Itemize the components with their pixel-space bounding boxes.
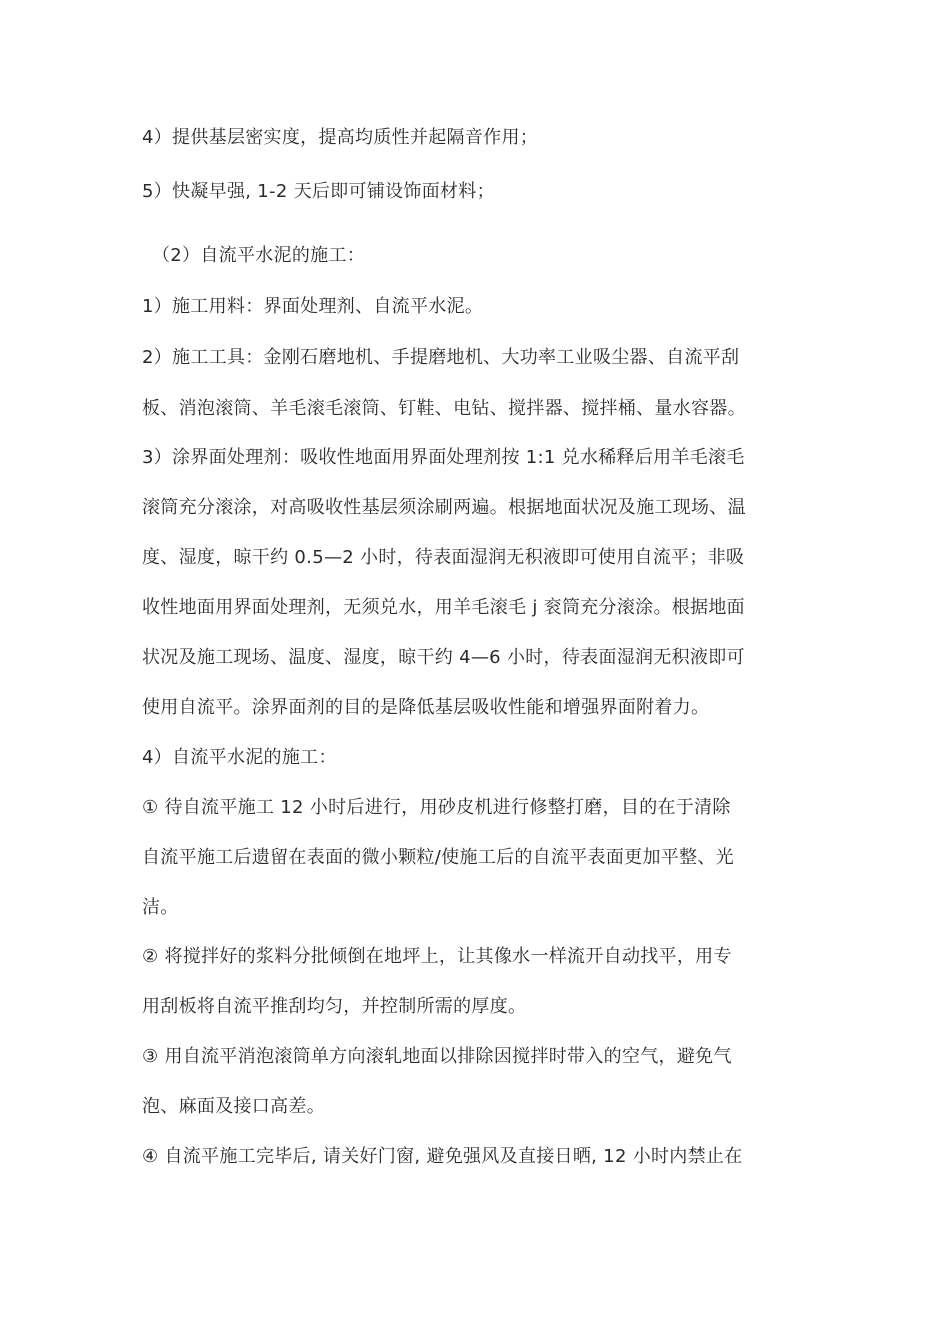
text-line: ② 将搅拌好的浆料分批倾倒在地坪上，让其像水一样流开自动找平，用专 — [142, 946, 732, 967]
text-line: ③ 用自流平消泡滚筒单方向滚轧地面以排除因搅拌时带入的空气，避免气 — [142, 1046, 732, 1067]
text-line: 4）自流平水泥的施工： — [142, 747, 337, 768]
text-line: 2）施工工具：金刚石磨地机、手提磨地机、大功率工业吸尘器、自流平刮 — [142, 347, 740, 368]
section-heading: （2）自流平水泥的施工： — [152, 245, 366, 266]
text-line: 泡、麻面及接口高差。 — [142, 1096, 325, 1117]
text-line: 收性地面用界面处理剂，无须兑水，用羊毛滚毛 j 衮筒充分滚涂。根据地面 — [142, 597, 745, 618]
text-line: 板、消泡滚筒、羊毛滚毛滚筒、钉鞋、电钻、搅拌器、搅拌桶、量水容器。 — [142, 398, 746, 419]
text-line: ① 待自流平施工 12 小时后进行，用砂皮机进行修整打磨，目的在于清除 — [142, 797, 731, 818]
text-line: 洁。 — [142, 897, 179, 918]
text-line: 用刮板将自流平推刮均匀，并控制所需的厚度。 — [142, 996, 527, 1017]
text-line: 3）涂界面处理剂：吸收性地面用界面处理剂按 1:1 兑水稀释后用羊毛滚毛 — [142, 447, 745, 468]
text-line: 状况及施工现场、温度、湿度，晾干约 4—6 小时，待表面湿润无积液即可 — [142, 647, 745, 668]
text-line: 自流平施工后遗留在表面的微小颗粒/使施工后的自流平表面更加平整、光 — [142, 847, 734, 868]
text-line: ④ 自流平施工完毕后, 请关好门窗, 避免强风及直接日晒, 12 小时内禁止在 — [142, 1146, 743, 1167]
text-line: 使用自流平。涂界面剂的目的是降低基层吸收性能和增强界面附着力。 — [142, 697, 710, 718]
text-line: 4）提供基层密实度，提高均质性并起隔音作用； — [142, 127, 539, 148]
text-line: 1）施工用料：界面处理剂、自流平水泥。 — [142, 296, 484, 317]
text-line: 度、湿度，晾干约 0.5—2 小时，待表面湿润无积液即可使用自流平；非吸 — [142, 547, 745, 568]
text-line: 5）快凝早强, 1-2 天后即可铺设饰面材料； — [142, 181, 495, 202]
text-line: 滚筒充分滚涂，对高吸收性基层须涂刷两遍。根据地面状况及施工现场、温 — [142, 497, 746, 518]
